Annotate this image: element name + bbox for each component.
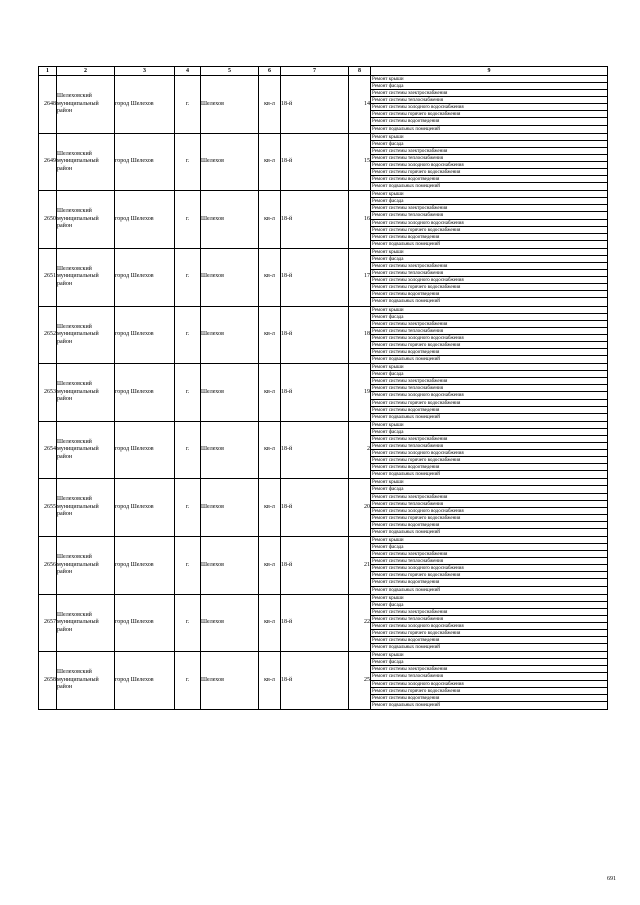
municipality-cell: город Шелехов bbox=[115, 248, 175, 306]
column-header: 8 bbox=[349, 67, 371, 76]
house-number-cell: 16 bbox=[349, 191, 371, 249]
work-item: Ремонт системы электроснабжения bbox=[371, 551, 607, 558]
work-item: Ремонт крыши bbox=[371, 422, 607, 429]
work-item: Ремонт системы теплоснабжения bbox=[371, 558, 607, 565]
work-item: Ремонт системы горячего водоснабжения bbox=[371, 688, 607, 695]
district-cell: Шелеховский муниципальный район bbox=[57, 421, 115, 479]
works-cell bbox=[371, 248, 608, 306]
work-item: Ремонт системы холодного водоснабжения bbox=[371, 565, 607, 572]
work-item: Ремонт фасада bbox=[371, 141, 607, 148]
street-type-cell: кв-л bbox=[259, 652, 281, 710]
locality-cell: Шелехов bbox=[201, 191, 259, 249]
work-item: Ремонт системы теплоснабжения bbox=[371, 616, 607, 623]
work-item: Ремонт системы горячего водоснабжения bbox=[371, 111, 607, 118]
municipality-cell: город Шелехов bbox=[115, 537, 175, 595]
column-header: 4 bbox=[175, 67, 201, 76]
street-cell: 18-й bbox=[281, 248, 349, 306]
work-item: Ремонт крыши bbox=[371, 595, 607, 602]
work-item: Ремонт крыши bbox=[371, 76, 607, 83]
municipality-cell: город Шелехов bbox=[115, 652, 175, 710]
work-item: Ремонт системы холодного водоснабжения bbox=[371, 220, 607, 227]
locality-cell: Шелехов bbox=[201, 364, 259, 422]
work-item: Ремонт подвальных помещений bbox=[372, 126, 440, 132]
work-item: Ремонт системы теплоснабжения bbox=[371, 443, 607, 450]
work-item: Ремонт подвальных помещений bbox=[372, 241, 440, 247]
locality-type-cell: г. bbox=[175, 306, 201, 364]
column-header: 9 bbox=[371, 67, 608, 76]
work-item: Ремонт системы теплоснабжения bbox=[371, 97, 607, 104]
street-cell: 18-й bbox=[281, 364, 349, 422]
work-item: Ремонт подвальных помещений bbox=[372, 702, 440, 708]
district-cell: Шелеховский муниципальный район bbox=[57, 364, 115, 422]
works-cell bbox=[371, 191, 608, 249]
house-number-cell: 19 bbox=[349, 364, 371, 422]
work-item: Ремонт системы водоотведения bbox=[371, 522, 607, 529]
district-cell: Шелеховский муниципальный район bbox=[57, 594, 115, 652]
work-item: Ремонт фасада bbox=[371, 371, 607, 378]
municipality-cell: город Шелехов bbox=[115, 364, 175, 422]
house-number-cell: 20 bbox=[349, 479, 371, 537]
district-cell: Шелеховский муниципальный район bbox=[57, 537, 115, 595]
locality-type-cell: г. bbox=[175, 652, 201, 710]
column-header: 7 bbox=[281, 67, 349, 76]
district-cell: Шелеховский муниципальный район bbox=[57, 191, 115, 249]
street-type-cell: кв-л bbox=[259, 421, 281, 479]
house-number-cell: 21 bbox=[349, 537, 371, 595]
work-item: Ремонт системы холодного водоснабжения bbox=[371, 277, 607, 284]
municipality-cell: город Шелехов bbox=[115, 306, 175, 364]
row-number-cell: 2650 bbox=[39, 191, 57, 249]
street-cell: 18-й bbox=[281, 594, 349, 652]
work-item: Ремонт подвальных помещений bbox=[372, 357, 440, 363]
work-item: Ремонт системы водоотведения bbox=[371, 291, 607, 298]
street-type-cell: кв-л bbox=[259, 364, 281, 422]
table-row bbox=[39, 191, 608, 249]
work-item: Ремонт фасада bbox=[371, 314, 607, 321]
works-cell bbox=[371, 421, 608, 479]
work-item: Ремонт подвальных помещений bbox=[372, 414, 440, 420]
locality-type-cell: г. bbox=[175, 421, 201, 479]
work-item: Ремонт подвальных помещений bbox=[372, 587, 440, 593]
row-number-cell: 2649 bbox=[39, 133, 57, 191]
municipality-cell: город Шелехов bbox=[115, 191, 175, 249]
header-row bbox=[39, 67, 608, 76]
work-item: Ремонт фасада bbox=[371, 256, 607, 263]
work-item: Ремонт системы холодного водоснабжения bbox=[371, 335, 607, 342]
work-item: Ремонт крыши bbox=[371, 307, 607, 314]
work-item: Ремонт подвальных помещений bbox=[372, 184, 440, 190]
locality-cell: Шелехов bbox=[201, 594, 259, 652]
work-item: Ремонт системы холодного водоснабжения bbox=[371, 450, 607, 457]
street-cell: 18-й bbox=[281, 537, 349, 595]
work-item: Ремонт крыши bbox=[371, 134, 607, 141]
work-item: Ремонт системы водоотведения bbox=[371, 695, 607, 702]
work-item: Ремонт системы холодного водоснабжения bbox=[371, 508, 607, 515]
column-header: 1 bbox=[39, 67, 57, 76]
work-item: Ремонт системы водоотведения bbox=[371, 234, 607, 241]
work-item: Ремонт крыши bbox=[371, 652, 607, 659]
locality-type-cell: г. bbox=[175, 133, 201, 191]
municipality-cell: город Шелехов bbox=[115, 76, 175, 134]
work-item: Ремонт фасада bbox=[371, 659, 607, 666]
row-number-cell: 2657 bbox=[39, 594, 57, 652]
locality-type-cell: г. bbox=[175, 76, 201, 134]
work-item: Ремонт системы горячего водоснабжения bbox=[371, 515, 607, 522]
locality-cell: Шелехов bbox=[201, 652, 259, 710]
district-cell: Шелеховский муниципальный район bbox=[57, 76, 115, 134]
street-cell: 18-й bbox=[281, 652, 349, 710]
district-cell: Шелеховский муниципальный район bbox=[57, 133, 115, 191]
work-item: Ремонт системы теплоснабжения bbox=[371, 270, 607, 277]
table-row bbox=[39, 306, 608, 364]
house-number-cell: 25 bbox=[349, 652, 371, 710]
street-cell: 18-й bbox=[281, 306, 349, 364]
street-cell: 18-й bbox=[281, 479, 349, 537]
district-cell: Шелеховский муниципальный район bbox=[57, 306, 115, 364]
work-item: Ремонт системы электроснабжения bbox=[371, 148, 607, 155]
work-item: Ремонт системы горячего водоснабжения bbox=[371, 457, 607, 464]
table-row bbox=[39, 421, 608, 479]
house-number-cell: 22 bbox=[349, 594, 371, 652]
locality-cell: Шелехов bbox=[201, 537, 259, 595]
district-cell: Шелеховский муниципальный район bbox=[57, 479, 115, 537]
street-type-cell: кв-л bbox=[259, 133, 281, 191]
column-header: 6 bbox=[259, 67, 281, 76]
work-item: Ремонт системы водоотведения bbox=[371, 464, 607, 471]
municipality-cell: город Шелехов bbox=[115, 133, 175, 191]
table-row bbox=[39, 248, 608, 306]
work-item: Ремонт системы холодного водоснабжения bbox=[371, 392, 607, 399]
street-type-cell: кв-л bbox=[259, 479, 281, 537]
work-item: Ремонт системы холодного водоснабжения bbox=[371, 623, 607, 630]
work-item: Ремонт системы горячего водоснабжения bbox=[371, 630, 607, 637]
works-cell bbox=[371, 133, 608, 191]
work-item: Ремонт системы горячего водоснабжения bbox=[371, 169, 607, 176]
work-item: Ремонт крыши bbox=[371, 249, 607, 256]
work-item: Ремонт системы горячего водоснабжения bbox=[371, 284, 607, 291]
table-row bbox=[39, 594, 608, 652]
column-header: 2 bbox=[57, 67, 115, 76]
page-number: 691 bbox=[607, 876, 616, 882]
work-item: Ремонт подвальных помещений bbox=[372, 299, 440, 305]
work-item: Ремонт крыши bbox=[371, 537, 607, 544]
municipality-cell: город Шелехов bbox=[115, 594, 175, 652]
work-item: Ремонт системы водоотведения bbox=[371, 349, 607, 356]
row-number-cell: 2651 bbox=[39, 248, 57, 306]
street-type-cell: кв-л bbox=[259, 191, 281, 249]
work-item: Ремонт крыши bbox=[371, 479, 607, 486]
street-cell: 18-й bbox=[281, 133, 349, 191]
house-number-cell: 2 bbox=[349, 421, 371, 479]
street-cell: 18-й bbox=[281, 191, 349, 249]
column-header: 5 bbox=[201, 67, 259, 76]
work-item: Ремонт системы электроснабжения bbox=[371, 666, 607, 673]
work-item: Ремонт системы холодного водоснабжения bbox=[371, 104, 607, 111]
works-cell bbox=[371, 594, 608, 652]
locality-type-cell: г. bbox=[175, 191, 201, 249]
works-cell bbox=[371, 76, 608, 134]
work-item: Ремонт подвальных помещений bbox=[372, 645, 440, 651]
work-item: Ремонт фасада bbox=[371, 429, 607, 436]
work-item: Ремонт системы водоотведения bbox=[371, 176, 607, 183]
work-item: Ремонт системы холодного водоснабжения bbox=[371, 681, 607, 688]
work-item: Ремонт фасада bbox=[371, 486, 607, 493]
street-type-cell: кв-л bbox=[259, 306, 281, 364]
street-type-cell: кв-л bbox=[259, 594, 281, 652]
table-row bbox=[39, 364, 608, 422]
work-item: Ремонт системы горячего водоснабжения bbox=[371, 572, 607, 579]
work-item: Ремонт системы электроснабжения bbox=[371, 90, 607, 97]
work-item: Ремонт системы водоотведения bbox=[371, 637, 607, 644]
work-item: Ремонт системы горячего водоснабжения bbox=[371, 227, 607, 234]
row-number-cell: 2656 bbox=[39, 537, 57, 595]
work-item: Ремонт фасада bbox=[371, 602, 607, 609]
locality-type-cell: г. bbox=[175, 594, 201, 652]
locality-cell: Шелехов bbox=[201, 248, 259, 306]
row-number-cell: 2648 bbox=[39, 76, 57, 134]
locality-type-cell: г. bbox=[175, 537, 201, 595]
work-item: Ремонт системы водоотведения bbox=[371, 407, 607, 414]
work-item: Ремонт системы теплоснабжения bbox=[371, 673, 607, 680]
works-cell bbox=[371, 479, 608, 537]
work-item: Ремонт системы водоотведения bbox=[371, 579, 607, 586]
row-number-cell: 2652 bbox=[39, 306, 57, 364]
street-type-cell: кв-л bbox=[259, 248, 281, 306]
work-item: Ремонт системы водоотведения bbox=[371, 118, 607, 125]
work-item: Ремонт системы теплоснабжения bbox=[371, 328, 607, 335]
table-body bbox=[39, 76, 608, 710]
district-cell: Шелеховский муниципальный район bbox=[57, 248, 115, 306]
work-item: Ремонт системы электроснабжения bbox=[371, 378, 607, 385]
works-cell bbox=[371, 364, 608, 422]
work-item: Ремонт крыши bbox=[371, 191, 607, 198]
locality-cell: Шелехов bbox=[201, 421, 259, 479]
district-cell: Шелеховский муниципальный район bbox=[57, 652, 115, 710]
work-item: Ремонт системы теплоснабжения bbox=[371, 212, 607, 219]
row-number-cell: 2655 bbox=[39, 479, 57, 537]
table-row bbox=[39, 652, 608, 710]
work-item: Ремонт системы теплоснабжения bbox=[371, 501, 607, 508]
street-cell: 18-й bbox=[281, 76, 349, 134]
work-item: Ремонт системы горячего водоснабжения bbox=[371, 342, 607, 349]
table-row bbox=[39, 76, 608, 134]
municipality-cell: город Шелехов bbox=[115, 421, 175, 479]
table-row bbox=[39, 537, 608, 595]
row-number-cell: 2654 bbox=[39, 421, 57, 479]
column-header: 3 bbox=[115, 67, 175, 76]
work-item: Ремонт фасада bbox=[371, 198, 607, 205]
locality-cell: Шелехов bbox=[201, 479, 259, 537]
work-item: Ремонт системы горячего водоснабжения bbox=[371, 400, 607, 407]
work-item: Ремонт фасада bbox=[371, 83, 607, 90]
street-type-cell: кв-л bbox=[259, 76, 281, 134]
work-item: Ремонт системы холодного водоснабжения bbox=[371, 162, 607, 169]
row-number-cell: 2658 bbox=[39, 652, 57, 710]
work-item: Ремонт системы электроснабжения bbox=[371, 205, 607, 212]
row-number-cell: 2653 bbox=[39, 364, 57, 422]
work-item: Ремонт системы электроснабжения bbox=[371, 609, 607, 616]
work-item: Ремонт системы электроснабжения bbox=[371, 494, 607, 501]
locality-cell: Шелехов bbox=[201, 133, 259, 191]
work-item: Ремонт системы теплоснабжения bbox=[371, 385, 607, 392]
register-table bbox=[38, 66, 608, 710]
locality-type-cell: г. bbox=[175, 364, 201, 422]
locality-cell: Шелехов bbox=[201, 306, 259, 364]
work-item: Ремонт подвальных помещений bbox=[372, 472, 440, 478]
locality-cell: Шелехов bbox=[201, 76, 259, 134]
work-item: Ремонт системы электроснабжения bbox=[371, 436, 607, 443]
house-number-cell: 15 bbox=[349, 133, 371, 191]
works-cell bbox=[371, 537, 608, 595]
municipality-cell: город Шелехов bbox=[115, 479, 175, 537]
house-number-cell: 14 bbox=[349, 76, 371, 134]
works-cell bbox=[371, 306, 608, 364]
work-item: Ремонт фасада bbox=[371, 544, 607, 551]
street-type-cell: кв-л bbox=[259, 537, 281, 595]
work-item: Ремонт системы электроснабжения bbox=[371, 321, 607, 328]
work-item: Ремонт подвальных помещений bbox=[372, 529, 440, 535]
work-item: Ремонт системы электроснабжения bbox=[371, 263, 607, 270]
table-row bbox=[39, 479, 608, 537]
street-cell: 18-й bbox=[281, 421, 349, 479]
work-item: Ремонт крыши bbox=[371, 364, 607, 371]
house-number-cell: 17 bbox=[349, 248, 371, 306]
locality-type-cell: г. bbox=[175, 248, 201, 306]
locality-type-cell: г. bbox=[175, 479, 201, 537]
table-row bbox=[39, 133, 608, 191]
works-cell bbox=[371, 652, 608, 710]
house-number-cell: 18 bbox=[349, 306, 371, 364]
work-item: Ремонт системы теплоснабжения bbox=[371, 155, 607, 162]
